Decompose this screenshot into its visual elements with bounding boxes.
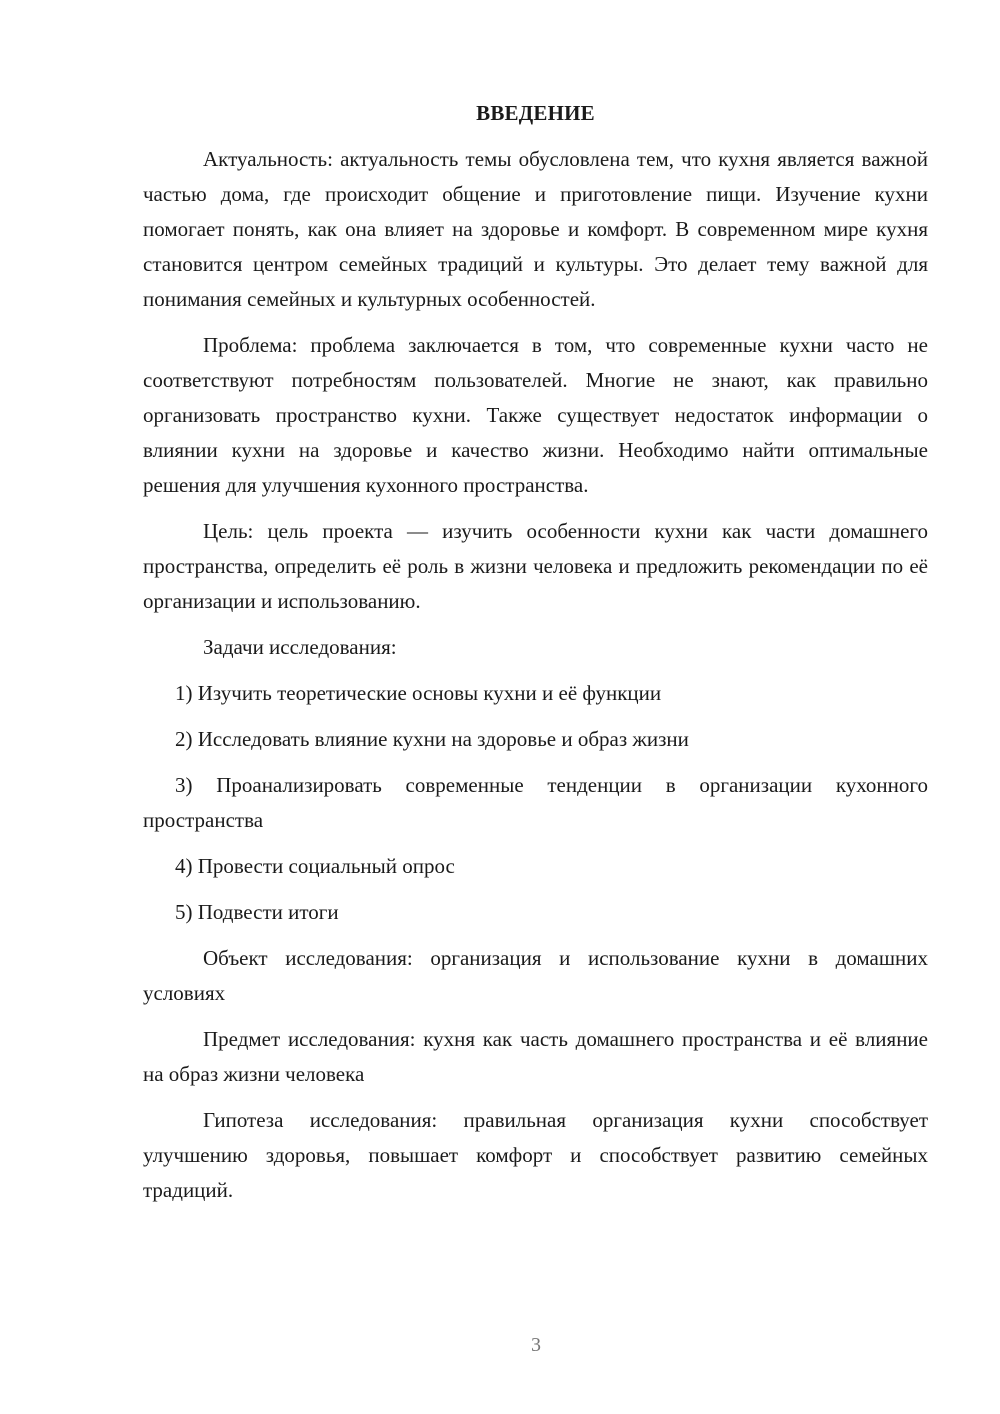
paragraph-problem: Проблема: проблема заключается в том, что современные кухни часто не соответствуют потребностям пользователей. Многие не знают, как правильно организовать пространство кухни. Также существует недостаток информации о влиянии кухни на здоровье и качество жизни. Необходимо найти оптимальные решения для улучшения кухонного пространства. [143,333,928,497]
task-item-3: 3) Проанализировать современные тенденции в организации кухонного пространства [143,773,928,832]
paragraph-relevance: Актуальность: актуальность темы обусловлена тем, что кухня является важной частью дома, где происходит общение и приготовление пищи. Изучение кухни помогает понять, как она влияет на здоровье и комфорт. В современном мире кухня становится центром семейных традиций и культуры. Это делает тему важной для понимания семейных и культурных особенностей. [143,147,928,311]
task-item-1: 1) Изучить теоретические основы кухни и её функции [175,681,662,705]
document-page [143,96,928,1219]
paragraph-goal: Цель: цель проекта — изучить особенности кухни как части домашнего пространства, определить её роль в жизни человека и предложить рекомендации по её организации и использованию. [143,519,928,613]
paragraph-subject: Предмет исследования: кухня как часть домашнего пространства и её влияние на образ жизни человека [143,1027,928,1086]
paragraph-tasks-heading: Задачи исследования: [203,635,397,659]
task-item-2: 2) Исследовать влияние кухни на здоровье и образ жизни [175,727,689,751]
task-item-4: 4) Провести социальный опрос [175,854,455,878]
page-number: 3 [531,1334,541,1356]
section-title: ВВЕДЕНИЕ [476,101,595,125]
paragraph-hypothesis: Гипотеза исследования: правильная организация кухни способствует улучшению здоровья, повышает комфорт и способствует развитию семейных традиций. [143,1108,928,1202]
task-item-5: 5) Подвести итоги [175,900,339,924]
paragraph-object: Объект исследования: организация и использование кухни в домашних условиях [143,946,928,1005]
